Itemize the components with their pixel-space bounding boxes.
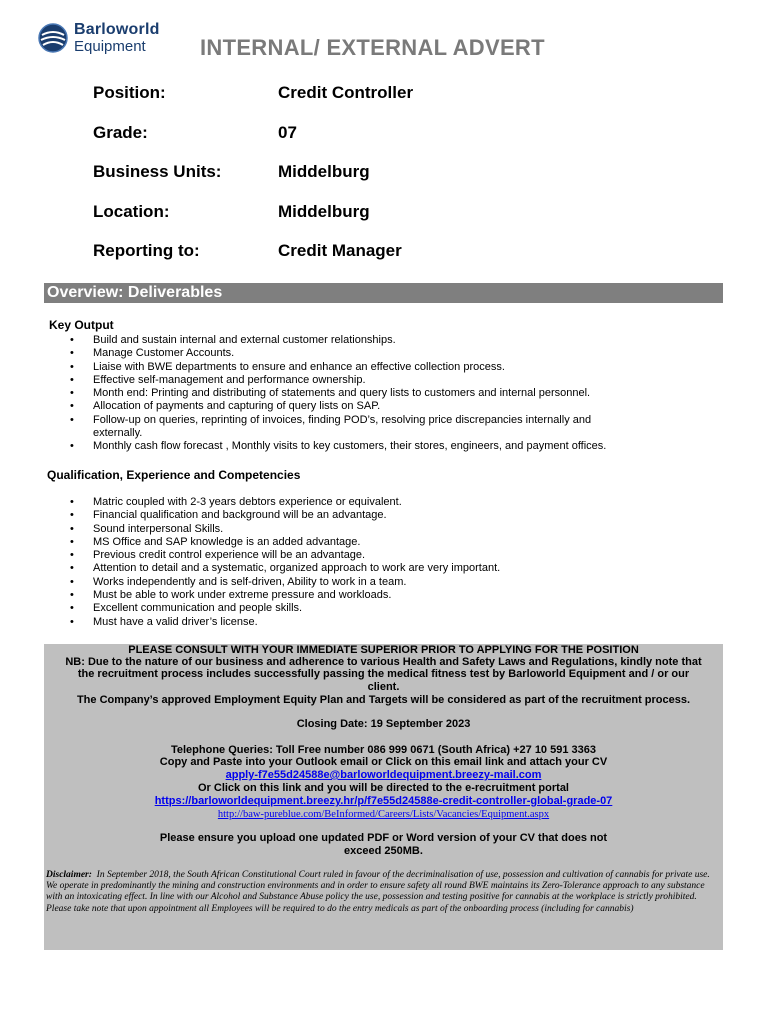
logo-text-equipment: Equipment — [74, 38, 146, 55]
disclaimer — [46, 870, 721, 915]
internal-link-row — [44, 808, 723, 821]
detail-value: Middelburg — [278, 162, 370, 181]
list-item: • Financial qualification and background will be an advantage. — [70, 509, 500, 522]
list-item: • Must have a valid driver’s license. — [70, 616, 500, 629]
list-item: • Must be able to work under extreme pressure and workloads. — [70, 589, 500, 602]
position-details — [93, 83, 413, 281]
detail-value: 07 — [278, 122, 297, 142]
list-item: • Excellent communication and people skills. — [70, 602, 500, 615]
key-output-list — [70, 334, 606, 454]
upload-instruction-line: Please ensure you upload one updated PDF or Word version of your CV that does not — [159, 832, 608, 844]
list-item-text: Follow-up on queries, reprinting of invoices, finding POD’s, resolving price discrepancies internally and — [93, 413, 592, 426]
list-item: • Month end: Printing and distributing of statements and query lists to customers and internal personnel. — [70, 387, 606, 400]
detail-row-position — [93, 83, 413, 123]
list-item: • Works independently and is self-driven, Ability to work in a team. — [70, 576, 500, 589]
logo-text-barloworld: Barloworld — [74, 21, 160, 38]
list-item: • Liaise with BWE departments to ensure and enhance an effective collection process. — [70, 361, 606, 374]
list-item: • Allocation of payments and capturing of query lists on SAP. — [70, 400, 606, 413]
list-item: • Sound interpersonal Skills. — [70, 523, 500, 536]
recruitment-portal-link[interactable]: https://barloworldequipment.breezy.hr/p/f7e55d24588e-credit-controller-global-grade-07 — [154, 795, 613, 807]
internal-vacancies-link[interactable]: http://baw-pureblue.com/BeInformed/Careers/Lists/Vacancies/Equipment.aspx — [217, 809, 550, 820]
copy-paste-instruction: Copy and Paste into your Outlook email or Click on this email link and attach your CV — [159, 756, 608, 768]
list-item: • Effective self-management and performance ownership. — [70, 374, 606, 387]
consult-notice: PLEASE CONSULT WITH YOUR IMMEDIATE SUPERIOR PRIOR TO APPLYING FOR THE POSITION — [128, 644, 639, 656]
nb-notice-line: the recruitment process includes successfully passing the medical fitness test by Barloworld Equipment and / or our — [77, 668, 690, 680]
section-heading-overview: Overview: Deliverables — [44, 283, 723, 303]
nb-notice-line: NB: Due to the nature of our business and adherence to various Health and Safety Laws and Regulations, kindly note that — [65, 656, 702, 668]
list-item: • Attention to detail and a systematic, organized approach to work are very important. — [70, 562, 500, 575]
detail-label: Location: — [93, 201, 170, 221]
company-logo — [38, 20, 178, 56]
detail-row-reporting-to — [93, 241, 413, 281]
detail-row-location — [93, 202, 413, 242]
list-item-continuation: externally. — [93, 427, 143, 440]
list-item: • Manage Customer Accounts. — [70, 347, 606, 360]
application-notice-box — [44, 644, 723, 950]
nb-notice-line: client. — [367, 681, 400, 693]
email-link-row — [44, 769, 723, 782]
globe-icon — [38, 23, 68, 53]
upload-instruction-line: exceed 250MB. — [344, 845, 423, 857]
detail-row-grade — [93, 123, 413, 163]
apply-email-link[interactable]: apply-f7e55d24588e@barloworldequipment.breezy-mail.com — [225, 769, 542, 781]
portal-instruction: Or Click on this link and you will be directed to the e-recruitment portal — [197, 782, 569, 794]
detail-label: Position: — [93, 83, 166, 102]
key-output-heading: Key Output — [49, 318, 114, 332]
portal-link-row — [44, 795, 723, 808]
detail-value: Credit Manager — [278, 241, 402, 260]
advert-title: INTERNAL/ EXTERNAL ADVERT — [200, 35, 545, 60]
detail-value: Credit Controller — [278, 83, 414, 102]
detail-label: Grade: — [93, 122, 148, 142]
disclaimer-label: Disclaimer: — [46, 870, 92, 880]
telephone-queries: Telephone Queries: Toll Free number 086 999 0671 (South Africa) +27 10 591 3363 — [170, 744, 596, 756]
detail-row-business-units — [93, 162, 413, 202]
list-item: • Monthly cash flow forecast , Monthly visits to key customers, their stores, engineers, and payment offices. — [70, 440, 606, 453]
list-item — [70, 414, 606, 441]
detail-value: Middelburg — [278, 201, 370, 221]
list-item: • Build and sustain internal and external customer relationships. — [70, 334, 606, 347]
qualifications-heading: Qualification, Experience and Competencies — [47, 468, 301, 482]
closing-date: Closing Date: 19 September 2023 — [296, 718, 471, 730]
list-item: • Previous credit control experience will be an advantage. — [70, 549, 500, 562]
detail-label: Business Units: — [93, 162, 222, 181]
disclaimer-text: In September 2018, the South African Constitutional Court ruled in favour of the decriminalisation of use, possession and cultivation of cannabis for private use. We operate in predominantly the mining and construction environments and in order to ensure safety all round BWE maintains its Zero-Tolerance approach to any substance with an intoxicating effect. In line with our Alcohol and Substance Abuse policy the use, possession and testing positive for cannabis at the workplace is strictly prohibited. Please take note that upon appointment all Employees will be required to do the entry medicals as part of the onboarding process (including for cannabis) — [46, 870, 710, 914]
list-item: • Matric coupled with 2-3 years debtors experience or equivalent. — [70, 496, 500, 509]
qualifications-list — [70, 496, 500, 629]
detail-label: Reporting to: — [93, 241, 200, 260]
equity-notice: The Company’s approved Employment Equity Plan and Targets will be considered as part of the recruitment process. — [76, 694, 691, 706]
list-item: • MS Office and SAP knowledge is an added advantage. — [70, 536, 500, 549]
